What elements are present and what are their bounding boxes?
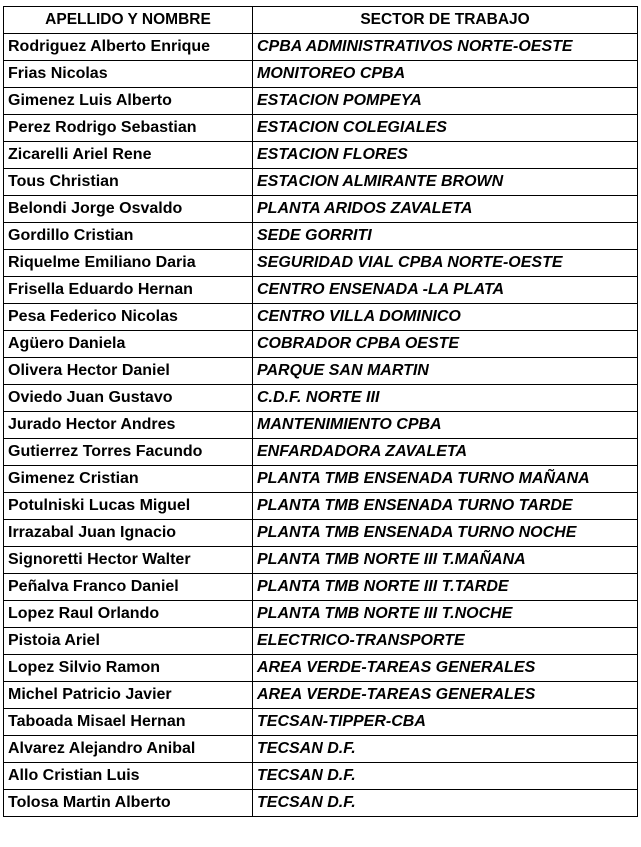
name-cell[interactable]: Gutierrez Torres Facundo [4, 439, 253, 466]
table-row [4, 520, 638, 547]
name-cell[interactable]: Alvarez Alejandro Anibal [4, 736, 253, 763]
name-cell[interactable]: Belondi Jorge Osvaldo [4, 196, 253, 223]
table-row [4, 88, 638, 115]
table-row [4, 439, 638, 466]
sector-cell[interactable]: PARQUE SAN MARTIN [253, 358, 638, 385]
sector-cell[interactable]: COBRADOR CPBA OESTE [253, 331, 638, 358]
table-row [4, 493, 638, 520]
sector-cell[interactable]: CENTRO ENSENADA -LA PLATA [253, 277, 638, 304]
sector-cell[interactable]: AREA VERDE-TAREAS GENERALES [253, 682, 638, 709]
sector-cell[interactable]: MANTENIMIENTO CPBA [253, 412, 638, 439]
name-cell[interactable]: Perez Rodrigo Sebastian [4, 115, 253, 142]
name-cell[interactable]: Zicarelli Ariel Rene [4, 142, 253, 169]
table-row [4, 277, 638, 304]
name-cell[interactable]: Gimenez Luis Alberto [4, 88, 253, 115]
table-row [4, 763, 638, 790]
sector-cell[interactable]: TECSAN D.F. [253, 763, 638, 790]
table-row [4, 196, 638, 223]
sector-cell[interactable]: PLANTA TMB ENSENADA TURNO NOCHE [253, 520, 638, 547]
table-row [4, 412, 638, 439]
name-cell[interactable]: Olivera Hector Daniel [4, 358, 253, 385]
table-row [4, 169, 638, 196]
sector-cell[interactable]: C.D.F. NORTE III [253, 385, 638, 412]
sector-cell[interactable]: PLANTA TMB ENSENADA TURNO MAÑANA [253, 466, 638, 493]
name-cell[interactable]: Potulniski Lucas Miguel [4, 493, 253, 520]
table-row [4, 628, 638, 655]
table-row [4, 790, 638, 817]
sector-cell[interactable]: CENTRO VILLA DOMINICO [253, 304, 638, 331]
name-cell[interactable]: Allo Cristian Luis [4, 763, 253, 790]
name-cell[interactable]: Tous Christian [4, 169, 253, 196]
sector-cell[interactable]: SEDE GORRITI [253, 223, 638, 250]
name-cell[interactable]: Lopez Raul Orlando [4, 601, 253, 628]
sector-cell[interactable]: PLANTA TMB NORTE III T.NOCHE [253, 601, 638, 628]
name-cell[interactable]: Agüero Daniela [4, 331, 253, 358]
sector-cell[interactable]: PLANTA ARIDOS ZAVALETA [253, 196, 638, 223]
table-row [4, 331, 638, 358]
table-row [4, 115, 638, 142]
name-cell[interactable]: Frias Nicolas [4, 61, 253, 88]
table-row [4, 61, 638, 88]
table-row [4, 547, 638, 574]
table-row [4, 34, 638, 61]
sector-cell[interactable]: CPBA ADMINISTRATIVOS NORTE-OESTE [253, 34, 638, 61]
table-row [4, 574, 638, 601]
name-cell[interactable]: Michel Patricio Javier [4, 682, 253, 709]
name-cell[interactable]: Gimenez Cristian [4, 466, 253, 493]
sector-cell[interactable]: ESTACION FLORES [253, 142, 638, 169]
name-cell[interactable]: Irrazabal Juan Ignacio [4, 520, 253, 547]
name-cell[interactable]: Frisella Eduardo Hernan [4, 277, 253, 304]
table-row [4, 385, 638, 412]
sector-cell[interactable]: TECSAN D.F. [253, 736, 638, 763]
table-row [4, 304, 638, 331]
sector-cell[interactable]: AREA VERDE-TAREAS GENERALES [253, 655, 638, 682]
name-cell[interactable]: Jurado Hector Andres [4, 412, 253, 439]
sector-cell[interactable]: PLANTA TMB NORTE III T.MAÑANA [253, 547, 638, 574]
table-body [4, 34, 638, 817]
table-row [4, 655, 638, 682]
name-cell[interactable]: Pesa Federico Nicolas [4, 304, 253, 331]
table-row [4, 223, 638, 250]
sector-cell[interactable]: PLANTA TMB NORTE III T.TARDE [253, 574, 638, 601]
sector-cell[interactable]: ESTACION COLEGIALES [253, 115, 638, 142]
table-row [4, 358, 638, 385]
column-header-sector[interactable]: SECTOR DE TRABAJO [253, 7, 638, 34]
table-row [4, 682, 638, 709]
sector-cell[interactable]: PLANTA TMB ENSENADA TURNO TARDE [253, 493, 638, 520]
table-row [4, 601, 638, 628]
sector-cell[interactable]: ENFARDADORA ZAVALETA [253, 439, 638, 466]
name-cell[interactable]: Tolosa Martin Alberto [4, 790, 253, 817]
sector-cell[interactable]: MONITOREO CPBA [253, 61, 638, 88]
name-cell[interactable]: Rodriguez Alberto Enrique [4, 34, 253, 61]
column-header-name[interactable]: APELLIDO Y NOMBRE [4, 7, 253, 34]
sector-cell[interactable]: TECSAN D.F. [253, 790, 638, 817]
sector-cell[interactable]: ESTACION POMPEYA [253, 88, 638, 115]
sector-cell[interactable]: SEGURIDAD VIAL CPBA NORTE-OESTE [253, 250, 638, 277]
table-row [4, 709, 638, 736]
employee-sector-table [3, 6, 638, 817]
header-row [4, 7, 638, 34]
sector-cell[interactable]: TECSAN-TIPPER-CBA [253, 709, 638, 736]
name-cell[interactable]: Pistoia Ariel [4, 628, 253, 655]
sector-cell[interactable]: ELECTRICO-TRANSPORTE [253, 628, 638, 655]
table-row [4, 250, 638, 277]
table-row [4, 466, 638, 493]
name-cell[interactable]: Riquelme Emiliano Daria [4, 250, 253, 277]
name-cell[interactable]: Oviedo Juan Gustavo [4, 385, 253, 412]
name-cell[interactable]: Peñalva Franco Daniel [4, 574, 253, 601]
sector-cell[interactable]: ESTACION ALMIRANTE BROWN [253, 169, 638, 196]
name-cell[interactable]: Lopez Silvio Ramon [4, 655, 253, 682]
name-cell[interactable]: Gordillo Cristian [4, 223, 253, 250]
name-cell[interactable]: Taboada Misael Hernan [4, 709, 253, 736]
table-row [4, 142, 638, 169]
name-cell[interactable]: Signoretti Hector Walter [4, 547, 253, 574]
table-row [4, 736, 638, 763]
